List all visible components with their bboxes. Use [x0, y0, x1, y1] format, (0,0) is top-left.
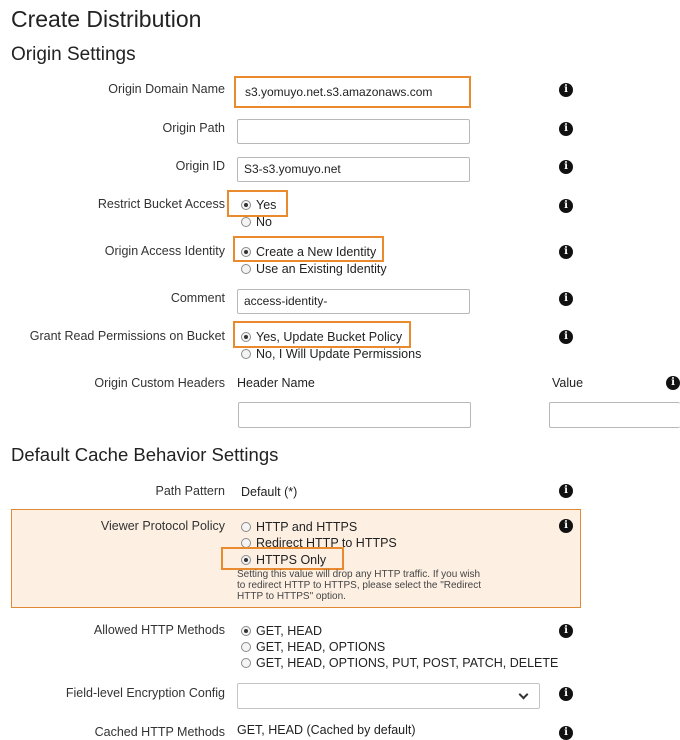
radio-selected[interactable] — [241, 332, 251, 342]
restrict-yes-label: Yes — [256, 197, 277, 212]
allowed-methods-label: Allowed HTTP Methods — [93, 623, 225, 637]
info-icon[interactable]: i — [559, 330, 573, 344]
restrict-yes-option[interactable] — [241, 197, 276, 212]
origin-settings-heading: Origin Settings — [11, 44, 136, 65]
info-icon[interactable]: i — [559, 160, 573, 174]
origin-id-label: Origin ID — [175, 159, 225, 173]
origin-id-input[interactable]: S3-s3.yomuyo.net — [237, 157, 470, 182]
comment-label: Comment — [170, 291, 225, 305]
existing-identity-label: Use an Existing Identity — [256, 261, 387, 276]
help-line: Setting this value will drop any HTTP traffic. If you wish — [237, 569, 481, 580]
field-encryption-select[interactable] — [237, 683, 540, 709]
custom-headers-label: Origin Custom Headers — [94, 376, 225, 390]
origin-domain-name-input[interactable]: s3.yomuyo.net.s3.amazonaws.com — [238, 80, 467, 104]
methods-get-head-label: GET, HEAD — [256, 623, 322, 638]
radio[interactable] — [241, 217, 251, 227]
methods-get-head-options-label: GET, HEAD, OPTIONS — [256, 639, 386, 654]
field-encryption-label: Field-level Encryption Config — [65, 686, 225, 700]
radio[interactable] — [241, 349, 251, 359]
help-line: HTTP to HTTPS" option. — [237, 591, 346, 602]
radio[interactable] — [241, 658, 251, 668]
methods-get-head-option[interactable] — [241, 623, 322, 638]
https-only-option[interactable] — [241, 552, 326, 567]
create-identity-option[interactable] — [241, 244, 376, 259]
radio-selected[interactable] — [241, 247, 251, 257]
viewer-protocol-help — [237, 569, 481, 602]
info-icon[interactable]: i — [559, 122, 573, 136]
methods-all-option[interactable] — [241, 655, 558, 670]
existing-identity-option[interactable] — [241, 261, 387, 276]
radio-selected[interactable] — [241, 555, 251, 565]
header-name-input[interactable] — [238, 402, 471, 428]
header-name-column: Header Name — [237, 376, 315, 390]
restrict-no-option[interactable] — [241, 214, 272, 229]
http-and-https-option[interactable] — [241, 519, 357, 534]
grant-yes-label: Yes, Update Bucket Policy — [256, 329, 403, 344]
http-and-https-label: HTTP and HTTPS — [256, 519, 358, 534]
chevron-down-icon — [519, 690, 529, 700]
grant-yes-option[interactable] — [241, 329, 402, 344]
info-icon[interactable]: i — [559, 245, 573, 259]
header-value-input[interactable] — [549, 402, 680, 428]
redirect-label: Redirect HTTP to HTTPS — [256, 535, 397, 550]
info-icon[interactable]: i — [666, 376, 680, 390]
restrict-no-label: No — [256, 214, 272, 229]
grant-no-label: No, I Will Update Permissions — [256, 346, 422, 361]
comment-input[interactable]: access-identity- — [237, 289, 470, 314]
info-icon[interactable]: i — [559, 199, 573, 213]
methods-all-label: GET, HEAD, OPTIONS, PUT, POST, PATCH, DELETE — [256, 655, 559, 670]
methods-get-head-options-option[interactable] — [241, 639, 385, 654]
restrict-bucket-access-label: Restrict Bucket Access — [97, 197, 225, 211]
create-identity-label: Create a New Identity — [256, 244, 377, 259]
radio-selected[interactable] — [241, 200, 251, 210]
grant-read-label: Grant Read Permissions on Bucket — [29, 329, 225, 343]
cached-methods-label: Cached HTTP Methods — [94, 725, 225, 739]
info-icon[interactable]: i — [559, 484, 573, 498]
viewer-protocol-label: Viewer Protocol Policy — [100, 519, 225, 533]
info-icon[interactable]: i — [559, 292, 573, 306]
path-pattern-value: Default (*) — [241, 485, 298, 499]
info-icon[interactable]: i — [559, 687, 573, 701]
help-line: to redirect HTTP to HTTPS, please select the "Redirect — [237, 580, 482, 591]
radio[interactable] — [241, 264, 251, 274]
path-pattern-label: Path Pattern — [155, 484, 225, 498]
origin-path-label: Origin Path — [162, 121, 225, 135]
radio[interactable] — [241, 642, 251, 652]
radio-selected[interactable] — [241, 626, 251, 636]
header-value-column: Value — [552, 376, 584, 390]
info-icon[interactable]: i — [559, 519, 573, 533]
cache-settings-heading: Default Cache Behavior Settings — [11, 444, 279, 465]
info-icon[interactable]: i — [559, 83, 573, 97]
origin-access-identity-label: Origin Access Identity — [104, 244, 225, 258]
info-icon[interactable]: i — [559, 726, 573, 740]
https-only-label: HTTPS Only — [256, 552, 327, 567]
radio[interactable] — [241, 538, 251, 548]
origin-path-input[interactable] — [237, 119, 470, 144]
origin-domain-name-label: Origin Domain Name — [108, 82, 225, 96]
radio[interactable] — [241, 522, 251, 532]
page-title: Create Distribution — [11, 6, 202, 32]
cached-methods-value: GET, HEAD (Cached by default) — [237, 723, 416, 737]
grant-no-option[interactable] — [241, 346, 421, 361]
info-icon[interactable]: i — [559, 624, 573, 638]
